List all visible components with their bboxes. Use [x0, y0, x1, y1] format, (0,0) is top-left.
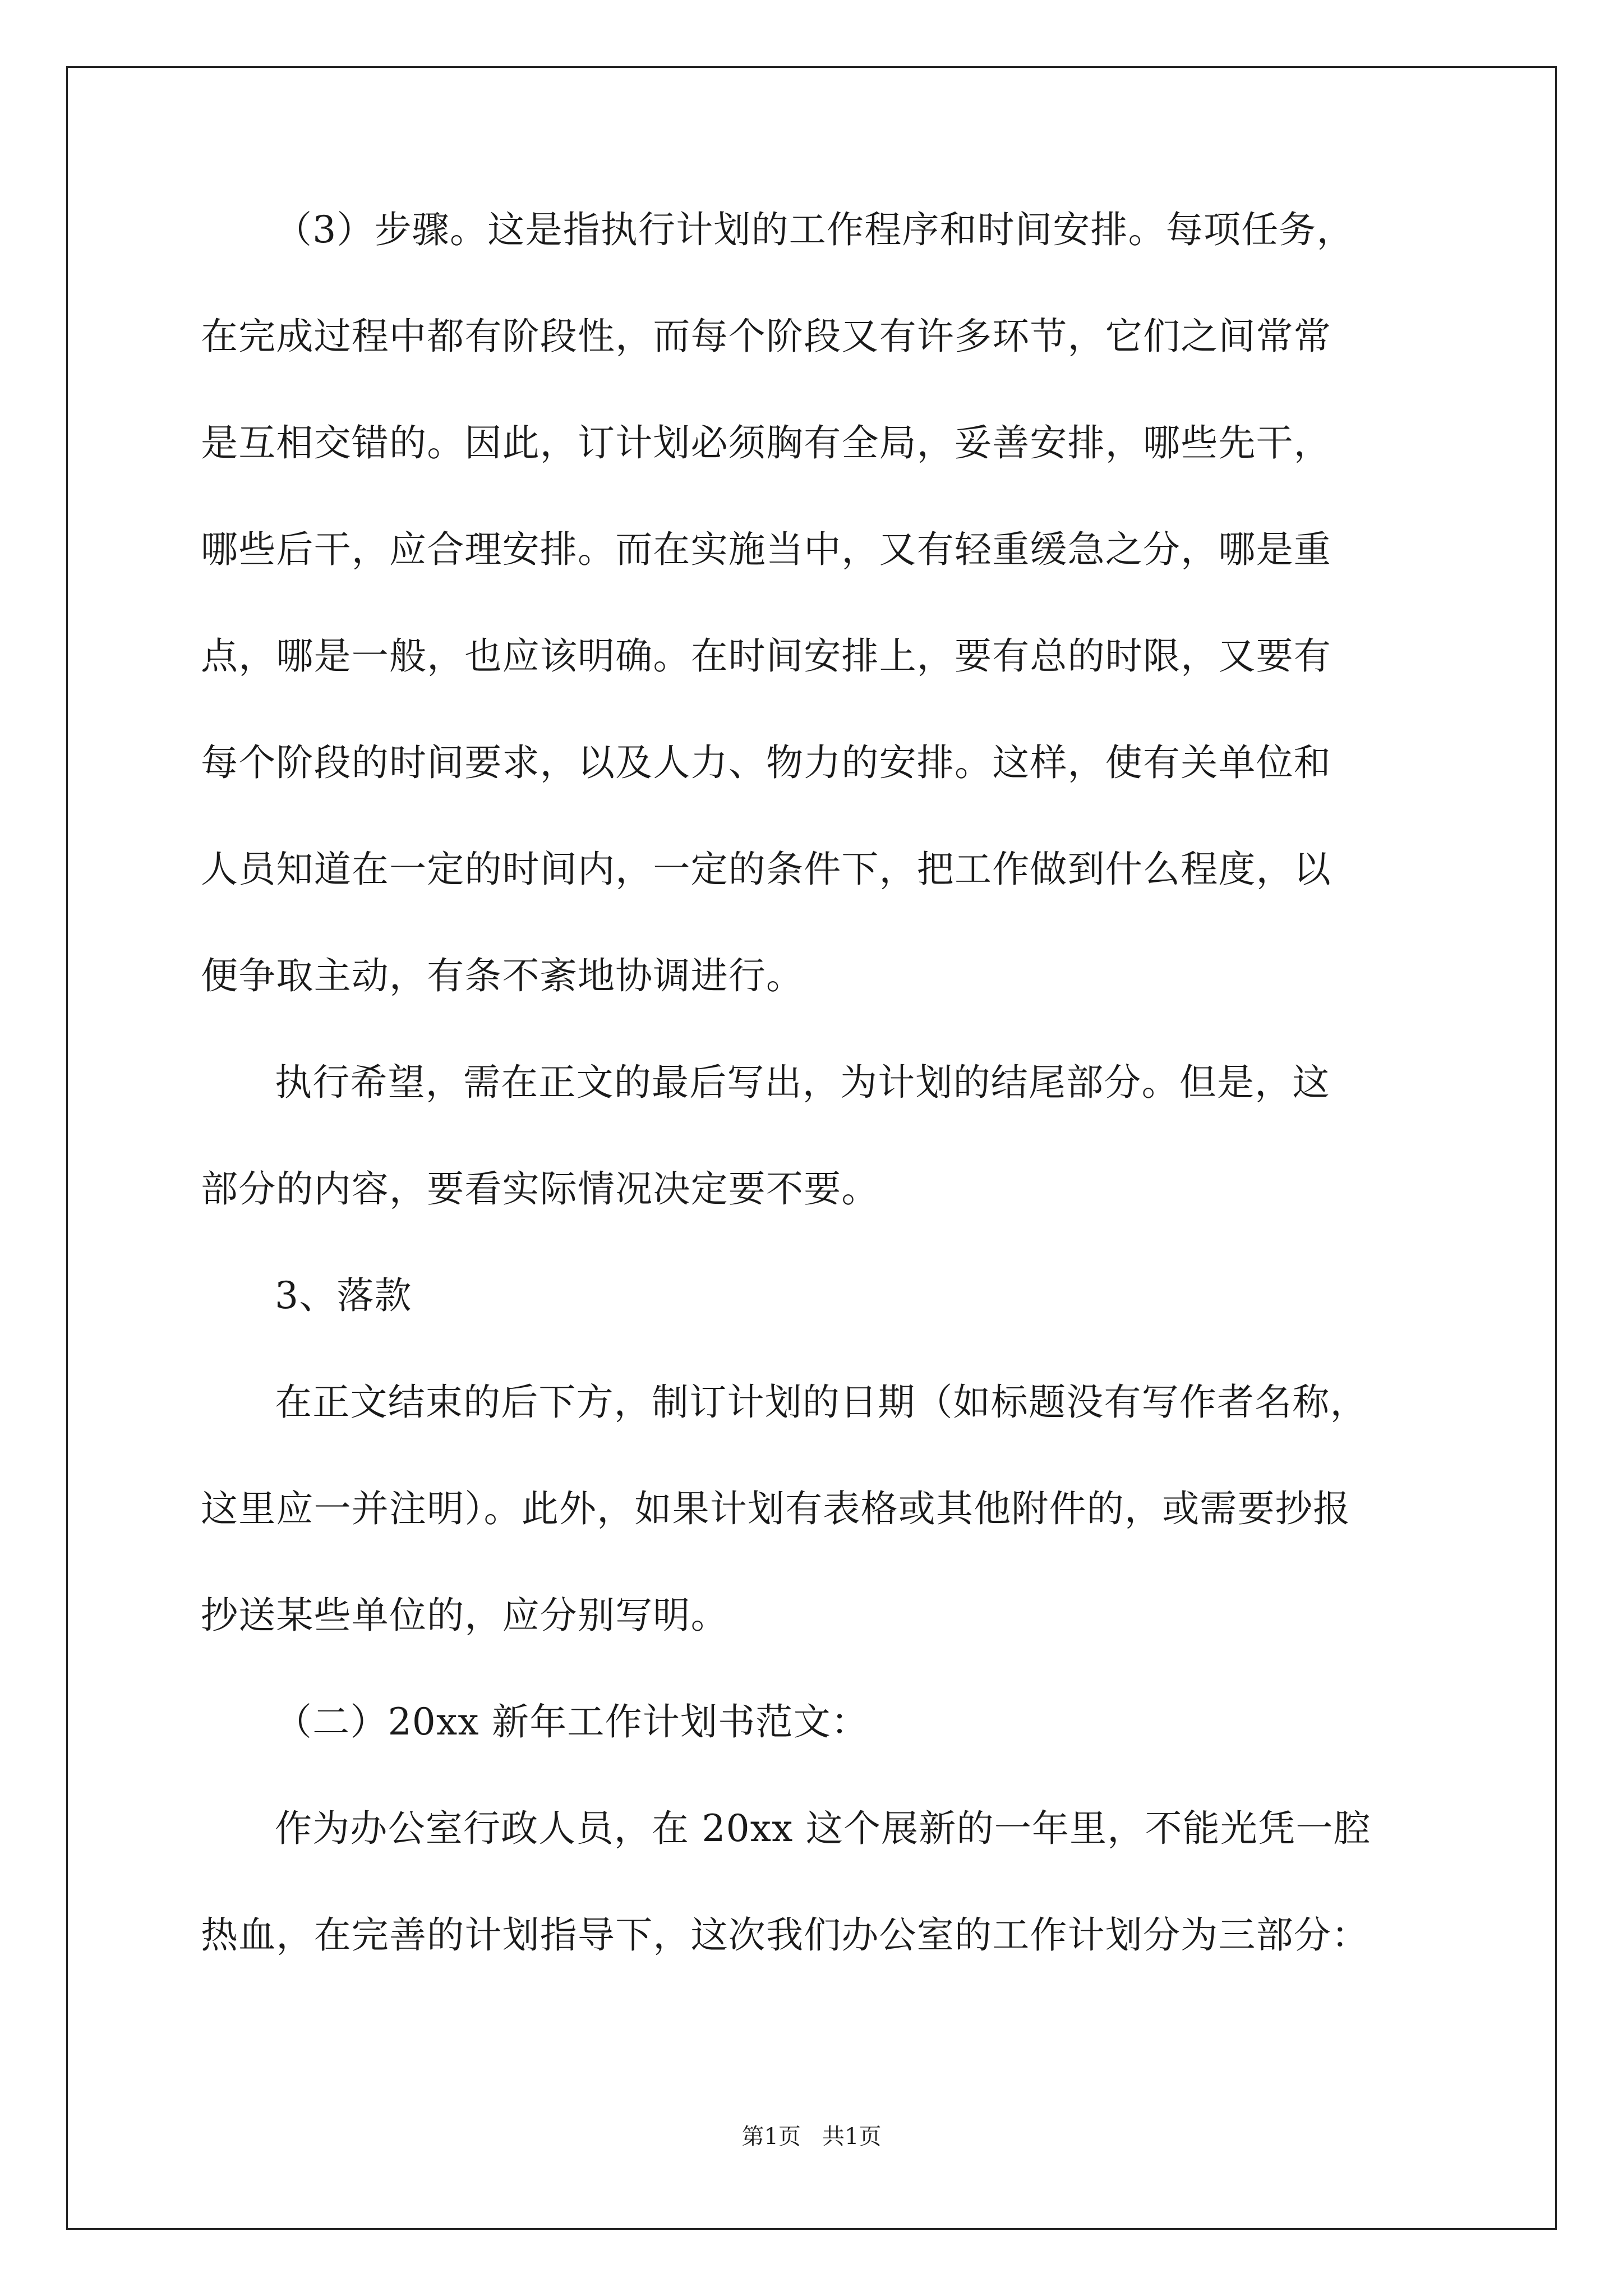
paragraph-line: 点，哪是一般，也应该明确。在时间安排上，要有总的时限，又要有 — [201, 634, 1331, 678]
paragraph-line: （3）步骤。这是指执行计划的工作程序和时间安排。每项任务， — [275, 208, 1354, 251]
section-heading: （二）20xx 新年工作计划书范文： — [275, 1700, 869, 1743]
page-footer: 第1页 共1页 — [741, 2124, 882, 2150]
paragraph-line: 这里应一并注明）。此外，如果计划有表格或其他附件的，或需要抄报 — [201, 1487, 1351, 1530]
paragraph-line: 每个阶段的时间要求，以及人力、物力的安排。这样，使有关单位和 — [201, 741, 1331, 784]
paragraph-line: 哪些后干，应合理安排。而在实施当中，又有轻重缓急之分，哪是重 — [201, 528, 1331, 571]
paragraph-line: 在完成过程中都有阶段性，而每个阶段又有许多环节，它们之间常常 — [201, 315, 1331, 358]
page-border — [66, 66, 1557, 2230]
paragraph-line: 在正文结束的后下方，制订计划的日期（如标题没有写作者名称， — [275, 1381, 1368, 1424]
paragraph-line: 人员知道在一定的时间内，一定的条件下，把工作做到什么程度，以 — [201, 848, 1331, 891]
paragraph-line: 抄送某些单位的，应分别写明。 — [201, 1594, 728, 1637]
paragraph-line: 热血，在完善的计划指导下，这次我们办公室的工作计划分为三部分： — [201, 1913, 1370, 1957]
paragraph-line: 是互相交错的。因此，订计划必须胸有全局，妥善安排，哪些先干， — [201, 421, 1331, 464]
paragraph-line: 作为办公室行政人员，在 20xx 这个展新的一年里，不能光凭一腔 — [275, 1807, 1371, 1850]
paragraph-line: 执行希望，需在正文的最后写出，为计划的结尾部分。但是，这 — [275, 1061, 1330, 1104]
section-heading: 3、落款 — [275, 1274, 412, 1317]
paragraph-line: 部分的内容，要看实际情况决定要不要。 — [201, 1167, 879, 1211]
paragraph-line: 便争取主动，有条不紊地协调进行。 — [201, 954, 804, 997]
